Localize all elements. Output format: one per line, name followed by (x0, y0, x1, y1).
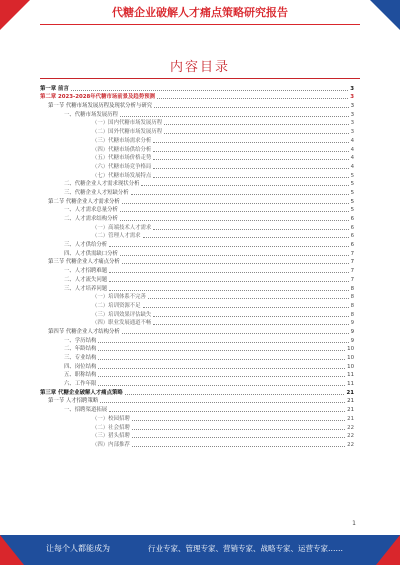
toc-leader-dots (98, 376, 345, 377)
toc-leader-dots (109, 281, 348, 282)
toc-entry[interactable] (40, 379, 354, 388)
toc-entry[interactable] (40, 397, 354, 406)
toc-entry-label: 三、人才供给分析 (64, 242, 108, 249)
toc-entry-page: 9 (350, 320, 354, 327)
toc-entry[interactable] (40, 414, 354, 423)
toc-entry[interactable] (40, 327, 354, 336)
toc-entry-page: 10 (347, 355, 354, 361)
toc-entry[interactable] (40, 93, 354, 102)
toc-entry-page: 21 (347, 398, 354, 405)
toc-entry-label: （一）培训体系不完善 (92, 294, 146, 301)
toc-leader-dots (122, 263, 349, 264)
toc-leader-dots (131, 194, 349, 195)
toc-entry-page: 8 (350, 285, 354, 292)
toc-entry[interactable] (40, 206, 354, 215)
toc-entry[interactable] (40, 362, 354, 371)
toc-entry[interactable] (40, 371, 354, 380)
toc-entry-page: 9 (350, 328, 354, 335)
toc-entry[interactable] (40, 223, 354, 232)
toc-leader-dots (153, 324, 348, 325)
toc-entry-label: 第一章 前言 (40, 85, 69, 92)
toc-entry[interactable] (40, 214, 354, 223)
toc-entry-label: 第一节 人才招聘策略 (48, 398, 99, 405)
toc-entry[interactable] (40, 319, 354, 328)
toc-entry-page: 10 (347, 346, 354, 353)
toc-leader-dots (164, 133, 348, 134)
toc-leader-dots (154, 107, 348, 108)
toc-entry-label: 第二章 2023-2028年代糖市场前景及趋势预测 (40, 94, 155, 101)
toc-entry-page: 9 (350, 337, 354, 344)
toc-entry[interactable] (40, 84, 354, 93)
toc-entry[interactable] (40, 145, 354, 154)
toc-leader-dots (164, 124, 348, 125)
toc-leader-dots (120, 116, 349, 117)
toc-leader-dots (153, 316, 348, 317)
toc-entry-page: 8 (350, 302, 354, 309)
footer-expert-list: 行业专家、管理专家、营销专家、战略专家、运营专家…… (148, 544, 343, 553)
toc-leader-dots (109, 272, 348, 273)
toc-entry[interactable] (40, 154, 354, 163)
toc-entry[interactable] (40, 405, 354, 414)
toc-entry[interactable] (40, 388, 354, 397)
footer-slogan: 让每个人都能成为 (46, 544, 110, 553)
toc-entry[interactable] (40, 266, 354, 275)
toc-entry-label: 六、工作年限 (64, 381, 97, 388)
toc-entry-label: 四、岗位结构 (64, 363, 97, 370)
table-of-contents (40, 84, 354, 449)
toc-entry-page: 6 (350, 216, 354, 222)
toc-entry-label: 第二节 代糖企业人才需求分析 (48, 198, 120, 205)
toc-leader-dots (148, 298, 349, 299)
footer-red-corner-right (376, 535, 400, 565)
toc-leader-dots (120, 255, 349, 256)
toc-entry-label: 第一节 代糖市场发展历程及现状分析与研究 (48, 103, 153, 110)
toc-leader-dots (143, 237, 349, 238)
toc-entry-label: 五、职称结构 (64, 372, 97, 379)
toc-entry[interactable] (40, 440, 354, 449)
toc-entry-label: （五）代糖市场价格走势 (92, 155, 152, 162)
toc-entry-label: （三）猎头招聘 (92, 433, 130, 440)
header-divider (40, 24, 360, 25)
toc-entry-label: （二）国外代糖市场发展历程 (92, 129, 163, 136)
toc-entry[interactable] (40, 301, 354, 310)
toc-entry[interactable] (40, 284, 354, 293)
toc-entry-page: 8 (350, 294, 354, 301)
toc-leader-dots (98, 385, 345, 386)
toc-leader-dots (98, 350, 345, 351)
toc-leader-dots (153, 229, 348, 230)
toc-entry[interactable] (40, 310, 354, 319)
toc-entry-label: （四）职业发展通道不畅 (92, 320, 152, 327)
toc-entry-page: 4 (350, 163, 354, 170)
toc-entry-page: 3 (350, 129, 354, 136)
toc-entry-page: 5 (350, 189, 354, 196)
toc-leader-dots (153, 142, 348, 143)
toc-entry-label: 二、代糖企业人才需求现状分析 (64, 181, 140, 188)
toc-entry-label: （二）社会招聘 (92, 424, 130, 431)
toc-leader-dots (122, 333, 349, 334)
toc-leader-dots (125, 394, 345, 395)
toc-entry-page: 4 (350, 155, 354, 162)
toc-entry-label: （六）代糖市场竞争格局 (92, 163, 152, 170)
toc-leader-dots (98, 368, 345, 369)
toc-entry[interactable] (40, 110, 354, 119)
toc-entry-page: 21 (346, 389, 354, 396)
toc-entry[interactable] (40, 249, 354, 258)
toc-entry-page: 4 (350, 146, 354, 153)
toc-entry-page: 5 (350, 172, 354, 179)
toc-entry-label: 一、人才招聘难题 (64, 268, 108, 275)
toc-entry-page: 7 (350, 276, 354, 283)
toc-leader-dots (71, 90, 348, 91)
toc-entry-page: 4 (350, 137, 354, 144)
toc-entry-page: 22 (347, 441, 354, 448)
toc-entry-page: 21 (347, 415, 354, 422)
toc-entry-label: 第三章 代糖企业破解人才痛点策略 (40, 389, 123, 396)
toc-entry-label: （二）培训资源不足 (92, 302, 141, 309)
toc-leader-dots (153, 168, 348, 169)
toc-leader-dots (100, 402, 345, 403)
toc-leader-dots (132, 446, 345, 447)
toc-entry[interactable] (40, 240, 354, 249)
toc-leader-dots (98, 359, 345, 360)
toc-entry[interactable] (40, 258, 354, 267)
toc-entry-page: 3 (350, 103, 354, 110)
toc-leader-dots (132, 429, 345, 430)
toc-entry[interactable] (40, 162, 354, 171)
footer-red-corner (0, 535, 24, 565)
toc-entry-page: 21 (347, 407, 354, 414)
toc-entry-label: 二、年龄结构 (64, 346, 97, 353)
toc-entry-label: 一、学历结构 (64, 337, 97, 344)
toc-entry[interactable] (40, 345, 354, 354)
toc-leader-dots (143, 307, 349, 308)
toc-entry[interactable] (40, 275, 354, 284)
toc-leader-dots (120, 211, 349, 212)
toc-entry-page: 3 (350, 94, 354, 101)
toc-leader-dots (109, 246, 348, 247)
toc-entry-label: （三）代糖市场需求分析 (92, 137, 152, 144)
toc-entry[interactable] (40, 119, 354, 128)
toc-entry[interactable] (40, 232, 354, 241)
toc-entry-page: 6 (350, 233, 354, 240)
toc-entry[interactable] (40, 353, 354, 362)
toc-entry-page: 3 (350, 120, 354, 127)
toc-heading-divider (40, 78, 360, 79)
toc-entry[interactable] (40, 336, 354, 345)
toc-entry-label: 一、人才需求总量分析 (64, 207, 118, 214)
toc-entry-page: 7 (350, 259, 354, 266)
toc-leader-dots (132, 420, 345, 421)
toc-entry-label: 二、人才流失问题 (64, 276, 108, 283)
toc-entry-page: 7 (350, 250, 354, 257)
toc-entry[interactable] (40, 127, 354, 136)
toc-leader-dots (109, 290, 348, 291)
toc-entry[interactable] (40, 101, 354, 110)
toc-leader-dots (120, 220, 349, 221)
toc-entry-label: 第三节 代糖企业人才痛点分析 (48, 259, 120, 266)
document-title: 代糖企业破解人才痛点策略研究报告 (112, 6, 288, 19)
toc-entry[interactable] (40, 432, 354, 441)
toc-entry-page: 3 (350, 85, 354, 92)
toc-entry-label: （四）代糖市场供给分析 (92, 146, 152, 153)
toc-entry-label: （一）高端技术人才需求 (92, 224, 152, 231)
toc-entry[interactable] (40, 171, 354, 180)
toc-leader-dots (132, 437, 345, 438)
toc-entry-page: 11 (347, 372, 354, 379)
toc-entry-label: （一）国内代糖市场发展历程 (92, 120, 163, 127)
toc-entry-label: （二）管理人才需求 (92, 233, 141, 240)
toc-entry-page: 5 (350, 181, 354, 188)
toc-entry-label: 一、招聘渠道拓展 (64, 407, 108, 414)
toc-entry-page: 7 (350, 268, 354, 275)
toc-entry[interactable] (40, 188, 354, 197)
page-header (0, 0, 400, 30)
toc-entry-label: 第四节 代糖企业人才结构分析 (48, 328, 120, 335)
toc-entry-page: 10 (347, 363, 354, 370)
toc-leader-dots (109, 411, 345, 412)
toc-entry-label: 二、人才需求结构分析 (64, 216, 118, 222)
toc-entry-label: （四）内部推荐 (92, 441, 130, 448)
toc-entry-page: 3 (350, 111, 354, 118)
toc-leader-dots (141, 185, 348, 186)
toc-entry-page: 5 (350, 207, 354, 214)
toc-entry[interactable] (40, 180, 354, 189)
toc-leader-dots (98, 342, 348, 343)
toc-entry-page: 22 (347, 424, 354, 431)
toc-leader-dots (153, 177, 348, 178)
toc-entry-label: 三、代糖企业人才短缺分析 (64, 189, 129, 196)
toc-leader-dots (153, 151, 348, 152)
toc-entry[interactable] (40, 197, 354, 206)
toc-entry-page: 6 (350, 224, 354, 231)
toc-entry-label: （七）代糖市场发展特点 (92, 172, 152, 179)
toc-entry-page: 8 (350, 311, 354, 318)
page-number: 1 (352, 520, 356, 527)
toc-entry-page: 11 (347, 381, 354, 388)
toc-entry-label: （一）校园招聘 (92, 415, 130, 422)
toc-entry-page: 22 (347, 433, 354, 440)
toc-entry-label: 四、人才供需缺口分析 (64, 250, 118, 257)
toc-leader-dots (157, 98, 348, 99)
toc-entry-label: 一、代糖市场发展历程 (64, 111, 118, 118)
toc-entry[interactable] (40, 423, 354, 432)
toc-entry[interactable] (40, 136, 354, 145)
toc-entry-page: 6 (350, 242, 354, 249)
toc-entry-label: 三、专业结构 (64, 355, 97, 361)
toc-entry-page: 5 (350, 198, 354, 205)
toc-entry-label: 三、人才培养问题 (64, 285, 108, 292)
toc-leader-dots (153, 159, 348, 160)
toc-leader-dots (122, 203, 349, 204)
toc-entry-label: （三）培训效果评估缺失 (92, 311, 152, 318)
toc-heading: 内容目录 (169, 60, 230, 75)
toc-entry[interactable] (40, 293, 354, 302)
